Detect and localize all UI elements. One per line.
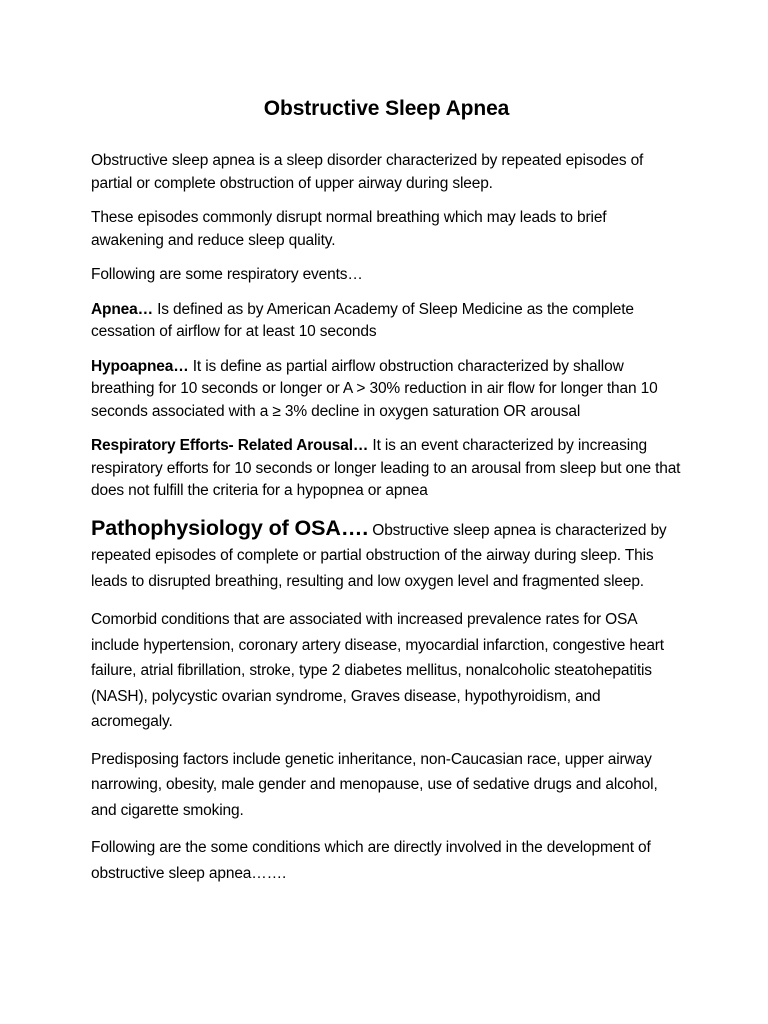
comorbid-paragraph: Comorbid conditions that are associated with increased prevalence rates for OSA include hypertension, coronary artery disease, myocardial infarction, congestive heart failure, atrial fibrillation, stroke, type 2 diabetes mellitus, nonalcoholic steatohepatitis (NASH), polycystic ovarian syndrome, Graves disease, hypothyroidism, and acromegaly.	[91, 611, 664, 730]
apnea-term: Apnea…	[91, 300, 153, 318]
intro-paragraph: Obstructive sleep apnea is a sleep disorder characterized by repeated episodes of partial or complete obstruction of upper airway during sleep.	[91, 152, 644, 192]
rera-definition	[91, 435, 682, 503]
pathophysiology-heading: Pathophysiology of OSA….	[91, 515, 369, 540]
conditions-intro-paragraph: Following are the some conditions which are directly involved in the development of obstructive sleep apnea…….	[91, 839, 651, 882]
rera-term: Respiratory Efforts- Related Arousal…	[91, 437, 369, 454]
predisposing-paragraph: Predisposing factors include genetic inheritance, non-Caucasian race, upper airway narrowing, obesity, male gender and menopause, use of sedative drugs and alcohol, and cigarette smoking.	[91, 750, 658, 819]
apnea-text: Is defined as by American Academy of Sleep Medicine as the complete cessation of airflow for at least 10 seconds	[91, 300, 634, 340]
hypoapnea-term: Hypoapnea…	[91, 357, 189, 375]
document-title: Obstructive Sleep Apnea	[263, 97, 510, 120]
apnea-definition	[91, 299, 682, 344]
hypoapnea-text: It is define as partial airflow obstruction characterized by shallow breathing for 10 seconds or longer or A > 30% reduction in air flow for longer than 10 seconds associated with a ≥ 3% decline in oxygen saturation OR arousal	[91, 357, 658, 420]
pathophysiology-paragraph	[91, 516, 682, 595]
pathophysiology-text: Obstructive sleep apnea is characterized by repeated episodes of complete or partial obstruction of the airway during sleep. This leads to disrupted breathing, resulting and low oxygen level and fragmented sleep.	[91, 521, 667, 590]
hypoapnea-definition	[91, 356, 682, 424]
respiratory-events-intro: Following are some respiratory events…	[91, 266, 363, 283]
episodes-paragraph: These episodes commonly disrupt normal breathing which may leads to brief awakening and reduce sleep quality.	[91, 209, 607, 249]
rera-text: It is an event characterized by increasing respiratory efforts for 10 seconds or longer leading to an arousal from sleep but one that does not fulfill the criteria for a hypopnea or apnea	[91, 437, 681, 499]
